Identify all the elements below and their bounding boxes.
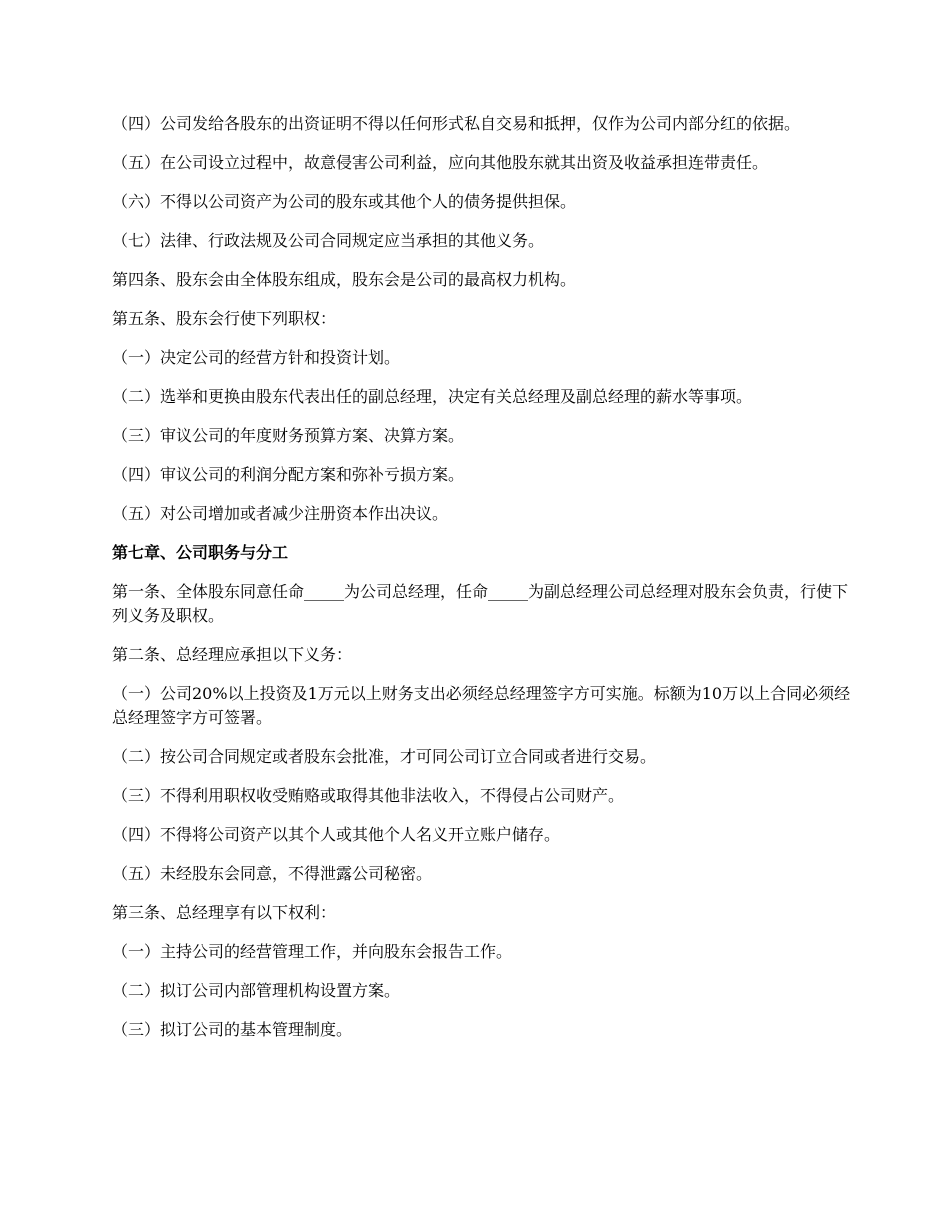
- clause-paragraph: （二）按公司合同规定或者股东会批准，才可同公司订立合同或者进行交易。: [112, 747, 657, 766]
- clause-paragraph: （五）未经股东会同意，不得泄露公司秘密。: [112, 864, 433, 883]
- article-paragraph: 第五条、股东会行使下列职权：: [112, 309, 337, 328]
- clause-paragraph: （三）不得利用职权收受贿赂或取得其他非法收入，不得侵占公司财产。: [112, 786, 625, 805]
- chapter-heading: 第七章、公司职务与分工: [112, 543, 289, 562]
- clause-paragraph: （二）选举和更换由股东代表出任的副总经理，决定有关总经理及副总经理的薪水等事项。: [112, 387, 753, 406]
- clause-paragraph: （四）不得将公司资产以其个人或其他个人名义开立账户储存。: [112, 825, 561, 844]
- article-paragraph: 第四条、股东会由全体股东组成，股东会是公司的最高权力机构。: [112, 270, 577, 289]
- article-paragraph: 第二条、总经理应承担以下义务：: [112, 645, 353, 664]
- clause-paragraph: （六）不得以公司资产为公司的股东或其他个人的债务提供担保。: [112, 192, 577, 211]
- clause-paragraph: （七）法律、行政法规及公司合同规定应当承担的其他义务。: [112, 231, 545, 250]
- clause-paragraph: （五）在公司设立过程中，故意侵害公司利益，应向其他股东就其出资及收益承担连带责任。: [112, 153, 769, 172]
- clause-paragraph: （一）主持公司的经营管理工作，并向股东会报告工作。: [112, 942, 513, 961]
- document-body: [112, 112, 852, 1057]
- clause-paragraph: （一）公司20%以上投资及1万元以上财务支出必须经总经理签字方可实施。标额为10万以上合同必须经总经理签字方可签署。: [112, 684, 851, 727]
- clause-paragraph: （三）审议公司的年度财务预算方案、决算方案。: [112, 426, 465, 445]
- article-paragraph: 第一条、全体股东同意任命_____为公司总经理，任命_____为副总经理公司总经理对股东会负责，行使下列义务及职权。: [112, 582, 849, 625]
- clause-paragraph: （四）公司发给各股东的出资证明不得以任何形式私自交易和抵押，仅作为公司内部分红的依据。: [112, 114, 801, 133]
- clause-paragraph: （二）拟订公司内部管理机构设置方案。: [112, 981, 401, 1000]
- clause-paragraph: （四）审议公司的利润分配方案和弥补亏损方案。: [112, 465, 465, 484]
- clause-paragraph: （三）拟订公司的基本管理制度。: [112, 1020, 353, 1039]
- article-paragraph: 第三条、总经理享有以下权利：: [112, 903, 337, 922]
- clause-paragraph: （一）决定公司的经营方针和投资计划。: [112, 348, 401, 367]
- clause-paragraph: （五）对公司增加或者减少注册资本作出决议。: [112, 504, 449, 523]
